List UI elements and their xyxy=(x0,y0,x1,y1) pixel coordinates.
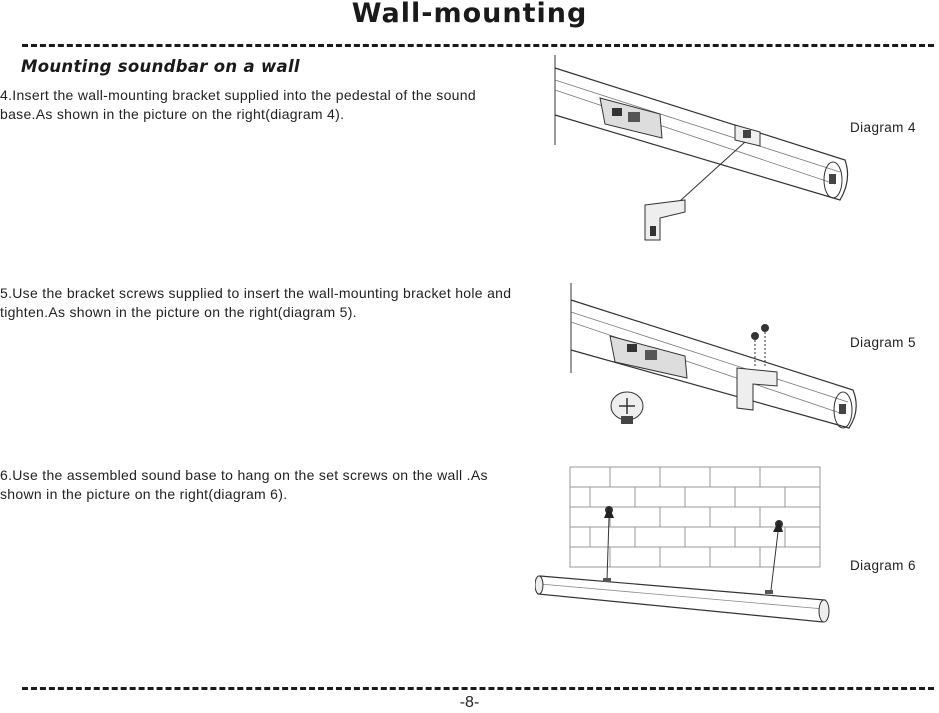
diagram-6-illustration xyxy=(535,462,835,632)
diagram-5-illustration xyxy=(565,278,865,438)
diagram-6-label: Diagram 6 xyxy=(850,558,916,573)
step-6-text: 6.Use the assembled sound base to hang on the set screws on the wall .As shown in the picture on the right(diagram 6). xyxy=(0,467,488,502)
section-subtitle: Mounting soundbar on a wall xyxy=(21,57,300,76)
step-4-text: 4.Insert the wall-mounting bracket supplied into the pedestal of the sound base.As shown in the picture on the right(diagram 4). xyxy=(0,87,476,122)
diagram-4-illustration xyxy=(550,50,860,250)
top-divider xyxy=(22,44,934,47)
bottom-divider xyxy=(22,687,934,690)
page-title: Wall-mounting xyxy=(351,0,588,29)
diagram-4-label: Diagram 4 xyxy=(850,120,916,135)
diagram-5-label: Diagram 5 xyxy=(850,335,916,350)
page-number: -8- xyxy=(459,694,480,711)
step-5-text: 5.Use the bracket screws supplied to insert the wall-mounting bracket hole and tighten.As shown in the picture on the right(diagram 5). xyxy=(0,285,512,320)
